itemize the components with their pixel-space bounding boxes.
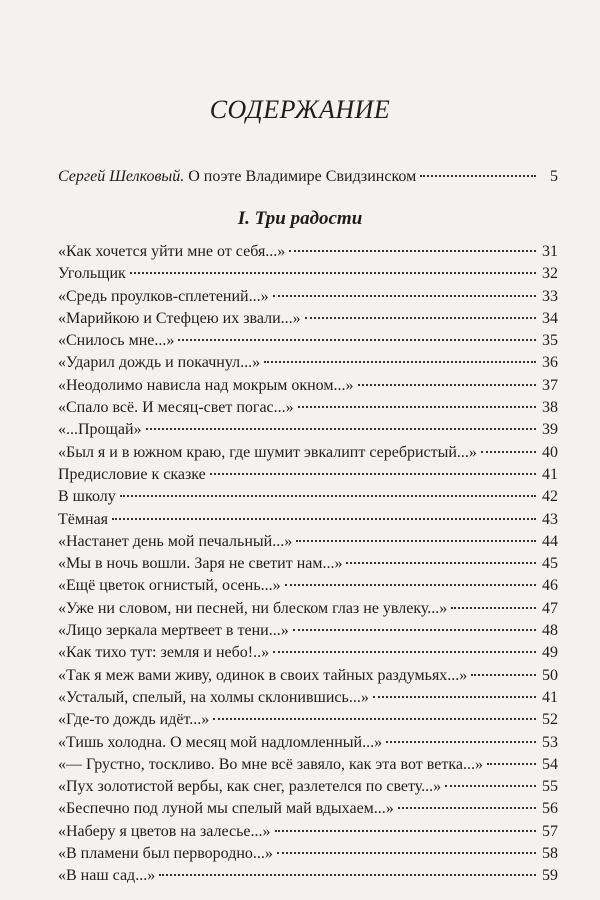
toc-entry-page: 33 [542, 287, 558, 305]
intro-text: О поэте Владимире Свидзинском [188, 168, 417, 185]
toc-entry-title: «Пух золотистой вербы, как снег, разлетелся по свету...» [58, 778, 442, 796]
toc-entry-title: «Где-то дождь идёт...» [58, 711, 210, 729]
toc-entry-page: 46 [542, 577, 558, 595]
dot-leader [130, 272, 536, 274]
dot-leader [305, 317, 536, 319]
toc-entry [58, 821, 558, 843]
toc-entry-page: 37 [542, 376, 558, 394]
toc-entry-page: 55 [542, 778, 558, 796]
toc-entry [58, 442, 558, 464]
toc-entry-title: Тёмная [58, 510, 109, 528]
dot-leader [293, 629, 536, 631]
dot-leader [289, 250, 536, 252]
toc-entry-title: «Усталый, спелый, на холмы склонившись...» [58, 688, 369, 706]
dot-leader [386, 741, 536, 743]
toc-entry-title: «Марийкою и Стефцею их звали...» [58, 309, 301, 327]
toc-entry-title: «Лицо зеркала мертвеет в тени...» [58, 622, 289, 640]
toc-entry-title: «Ещё цветок огнистый, осень...» [58, 577, 281, 595]
toc-entry-title: «Уже ни словом, ни песней, ни блеском глаз не увлеку...» [58, 599, 448, 617]
dot-leader [146, 428, 536, 430]
toc-entry [58, 241, 558, 263]
toc-entry-title: «Спало всё. И месяц-свет погас...» [58, 399, 294, 417]
toc-entry-page: 49 [542, 644, 558, 662]
page-title: СОДЕРЖАНИЕ [209, 95, 391, 124]
toc-entry-page: 42 [542, 488, 558, 506]
toc-entry-title: «Снилось мне...» [58, 332, 175, 350]
dot-leader [120, 495, 536, 497]
toc-entry [58, 286, 558, 308]
toc-entry-page: 36 [542, 354, 558, 372]
dot-leader [451, 607, 536, 609]
dot-leader [273, 651, 536, 653]
dot-leader [346, 562, 536, 564]
toc-entry-page: 40 [542, 443, 558, 461]
toc-entry-title: В школу [58, 488, 116, 506]
toc-entry-page: 32 [542, 265, 558, 283]
toc-entry [58, 531, 558, 553]
toc-entry [58, 330, 558, 352]
toc-entry-page: 47 [542, 599, 558, 617]
toc-entry-page: 59 [542, 867, 558, 885]
toc-entry-page: 44 [542, 532, 558, 550]
table-of-contents [58, 241, 558, 888]
dot-leader [296, 540, 536, 542]
dot-leader [277, 852, 536, 854]
dot-leader [487, 763, 536, 765]
toc-entry-title: «Неодолимо нависла над мокрым окном...» [58, 376, 354, 394]
toc-entry [58, 352, 558, 374]
toc-entry [58, 397, 558, 419]
toc-entry-page: 48 [542, 622, 558, 640]
toc-entry-page: 41 [542, 688, 558, 706]
section-heading: I. Три радости [237, 208, 363, 229]
toc-entry-title: Угольщик [58, 265, 126, 283]
toc-entry [58, 687, 558, 709]
toc-entry [58, 776, 558, 798]
toc-entry [58, 598, 558, 620]
dot-leader [285, 584, 536, 586]
toc-entry-title: «— Грустно, тоскливо. Во мне всё завяло, как эта вот ветка...» [58, 755, 483, 773]
dot-leader [420, 175, 536, 177]
toc-entry-title: «В наш сад...» [58, 867, 156, 885]
toc-entry [58, 308, 558, 330]
toc-entry-page: 45 [542, 555, 558, 573]
toc-entry-page: 31 [542, 243, 558, 260]
dot-leader [373, 696, 536, 698]
toc-entry-title: «Как тихо тут: земля и небо!..» [58, 644, 270, 662]
dot-leader [398, 807, 536, 809]
toc-entry-title: «Настанет день мой печальный...» [58, 532, 293, 550]
toc-entry [58, 843, 558, 865]
toc-entry [58, 553, 558, 575]
toc-entry-page: 41 [542, 465, 558, 483]
dot-leader [178, 339, 536, 341]
toc-entry-page: 5 [550, 168, 558, 185]
dot-leader [298, 406, 536, 408]
dot-leader [275, 830, 536, 832]
toc-entry-title: «Был я и в южном краю, где шумит эвкалипт серебристый...» [58, 443, 477, 461]
toc-entry [58, 642, 558, 664]
toc-entry [58, 419, 558, 441]
toc-intro-entry [58, 168, 558, 186]
toc-entry-page: 57 [542, 822, 558, 840]
toc-entry-page: 54 [542, 755, 558, 773]
toc-entry [58, 798, 558, 820]
toc-entry-title: «Беспечно под луной мы спелый май вдыхаем...» [58, 800, 394, 818]
dot-leader [445, 785, 536, 787]
toc-entry-title: «Так я меж вами живу, одинок в своих тайных раздумьях...» [58, 666, 468, 684]
toc-entry [58, 375, 558, 397]
toc-entry-title: «Тишь холодна. О месяц мой надломленный...» [58, 733, 383, 751]
dot-leader [112, 518, 536, 520]
toc-entry-page: 34 [542, 309, 558, 327]
toc-entry-title: «В пламени был первородно...» [58, 845, 273, 863]
toc-entry-page: 43 [542, 510, 558, 528]
dot-leader [481, 451, 536, 453]
toc-entry-title: «Средь проулков-сплетений...» [58, 287, 269, 305]
dot-leader [210, 473, 536, 475]
intro-author: Сергей Шелковый. [58, 168, 185, 185]
dot-leader [358, 384, 537, 386]
toc-entry-title: «Наберу я цветов на залесье...» [58, 822, 271, 840]
toc-entry [58, 665, 558, 687]
toc-entry [58, 754, 558, 776]
toc-entry [58, 732, 558, 754]
toc-entry [58, 865, 558, 887]
toc-entry-page: 38 [542, 399, 558, 417]
dot-leader [159, 874, 536, 876]
toc-entry [58, 575, 558, 597]
dot-leader [273, 295, 536, 297]
toc-entry [58, 509, 558, 531]
toc-entry-page: 39 [542, 421, 558, 439]
dot-leader [264, 361, 536, 363]
dot-leader [471, 674, 536, 676]
toc-entry-page: 50 [542, 666, 558, 684]
toc-entry [58, 486, 558, 508]
toc-entry-title: «Как хочется уйти мне от себя...» [58, 243, 286, 260]
toc-entry-page: 58 [542, 845, 558, 863]
toc-entry-title: «Ударил дождь и покачнул...» [58, 354, 261, 372]
toc-entry-title: «...Прощай» [58, 421, 142, 439]
toc-entry-page: 52 [542, 711, 558, 729]
toc-entry [58, 464, 558, 486]
toc-entry-title [58, 168, 416, 186]
toc-entry-page: 56 [542, 800, 558, 818]
toc-entry [58, 620, 558, 642]
dot-leader [213, 718, 536, 720]
toc-entry-title: Предисловие к сказке [58, 465, 206, 483]
toc-entry [58, 263, 558, 285]
toc-entry-page: 35 [542, 332, 558, 350]
toc-entry [58, 709, 558, 731]
toc-entry-title: «Мы в ночь вошли. Заря не светит нам...» [58, 555, 343, 573]
toc-entry-page: 53 [542, 733, 558, 751]
